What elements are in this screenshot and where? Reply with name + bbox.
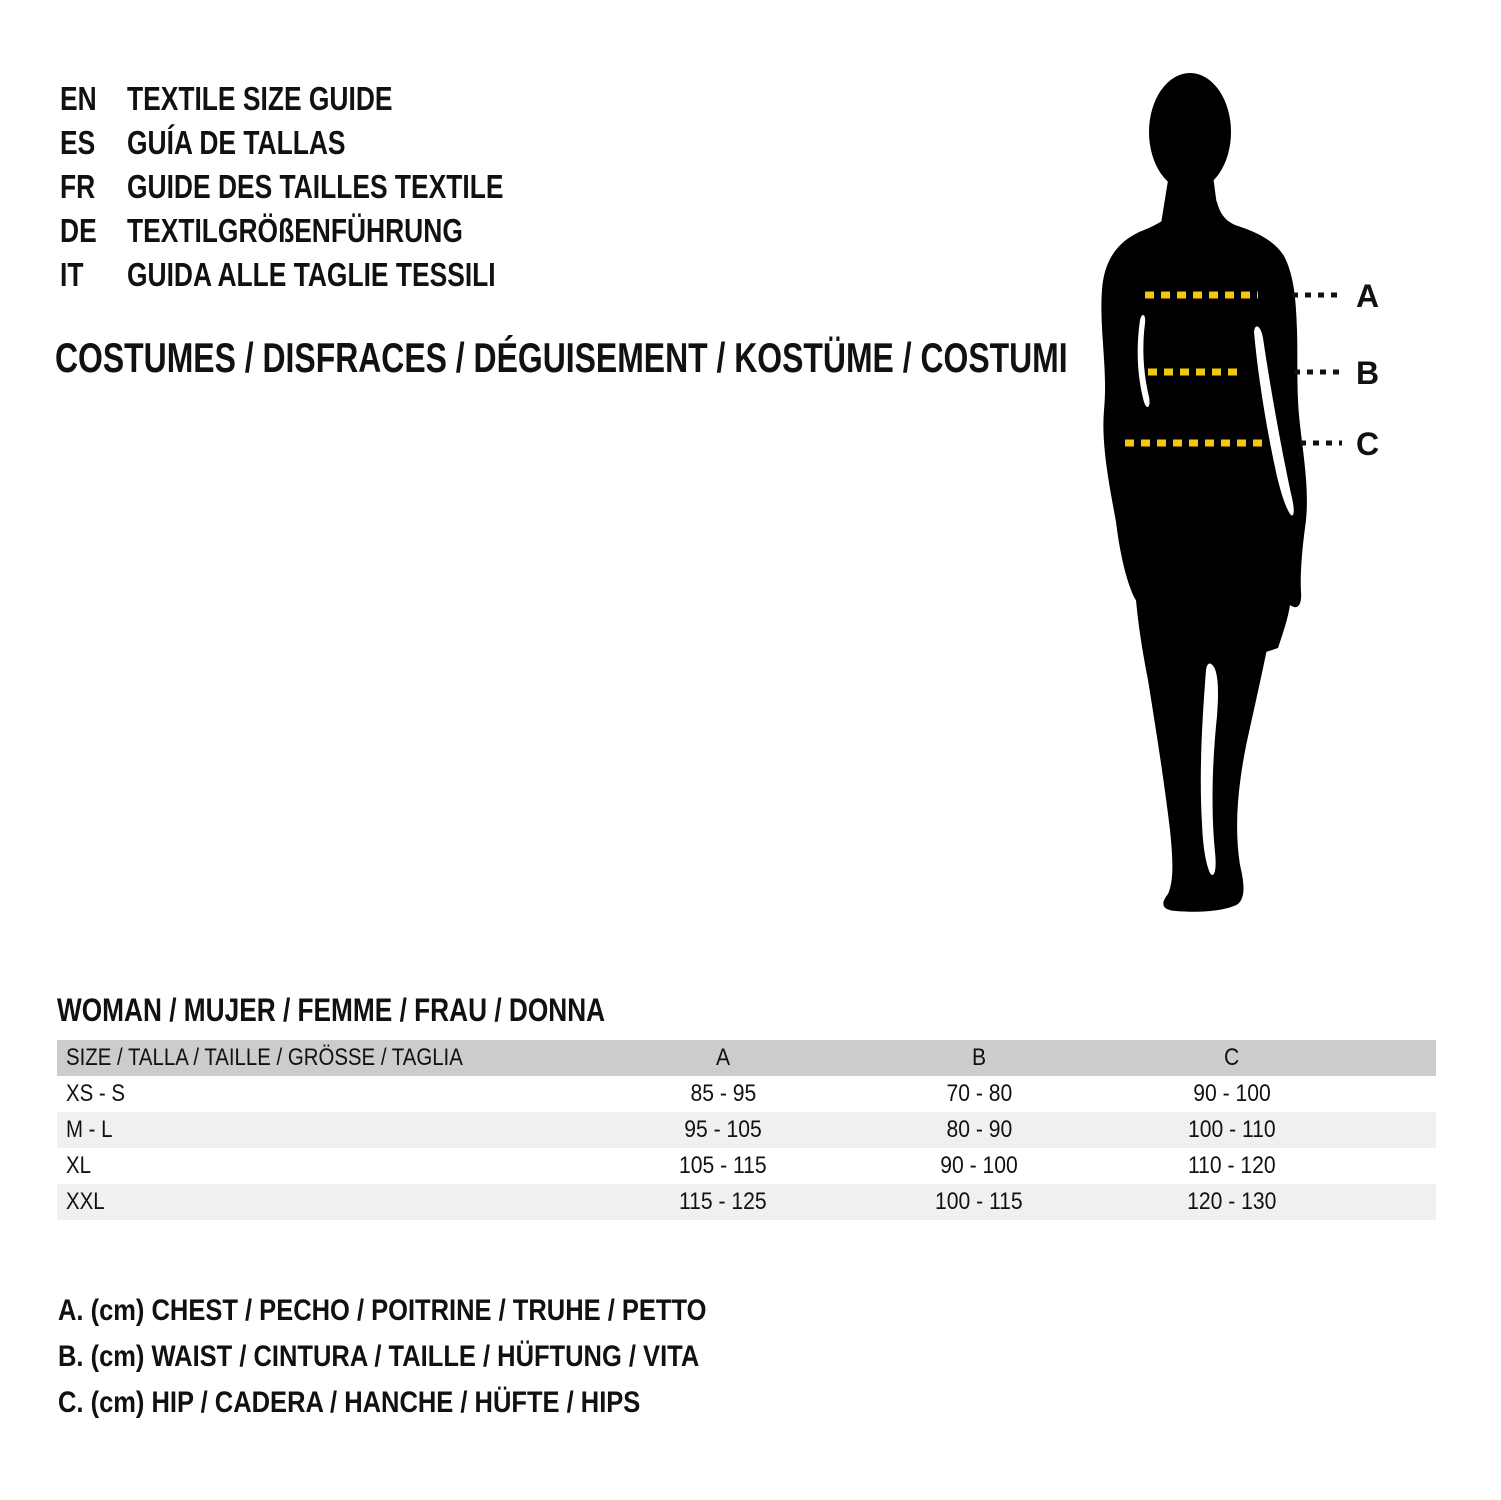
table-row: [57, 1148, 1436, 1184]
value-c-cell: 110 - 120: [1188, 1152, 1276, 1179]
size-cell: M - L: [66, 1116, 113, 1143]
lang-code: FR: [60, 168, 96, 205]
value-a-cell: 105 - 115: [679, 1152, 767, 1179]
category-heading: COSTUMES / DISFRACES / DÉGUISEMENT / KOSTÜME / COSTUMI: [55, 334, 1068, 381]
measure-label-hip: C: [1356, 426, 1380, 462]
lang-code: DE: [60, 212, 97, 249]
header-col-c: C: [1224, 1044, 1240, 1071]
table-row: [57, 1184, 1436, 1220]
legend-chest: A. (cm) CHEST / PECHO / POITRINE / TRUHE / PETTO: [58, 1294, 707, 1327]
table-row: [57, 1112, 1436, 1148]
value-b-cell: 70 - 80: [946, 1080, 1012, 1107]
language-title-list: [60, 77, 598, 297]
lang-code: EN: [60, 80, 97, 117]
value-b-cell: 100 - 115: [935, 1188, 1023, 1215]
table-title: WOMAN / MUJER / FEMME / FRAU / DONNA: [57, 992, 606, 1028]
size-guide-figure: [1060, 70, 1420, 920]
lang-row-fr: [60, 165, 598, 209]
lang-row-de: [60, 209, 598, 253]
value-a-cell: 115 - 125: [679, 1188, 767, 1215]
value-c-cell: 100 - 110: [1188, 1116, 1276, 1143]
size-cell: XXL: [66, 1188, 105, 1215]
value-c-cell: 120 - 130: [1187, 1188, 1277, 1215]
lang-label: GUIDE DES TAILLES TEXTILE: [127, 168, 504, 205]
measure-legend: [58, 1288, 821, 1426]
value-c-cell: 90 - 100: [1193, 1080, 1271, 1107]
measure-label-waist: B: [1356, 355, 1380, 391]
value-a-cell: 95 - 105: [684, 1116, 762, 1143]
size-cell: XL: [66, 1152, 91, 1179]
lang-label: TEXTILGRÖßENFÜHRUNG: [127, 212, 463, 249]
header-size-cell: SIZE / TALLA / TAILLE / GRÖSSE / TAGLIA: [66, 1044, 463, 1071]
header-col-b: B: [971, 1044, 987, 1071]
lang-code: IT: [60, 256, 84, 293]
value-b-cell: 90 - 100: [940, 1152, 1018, 1179]
lang-label: GUIDA ALLE TAGLIE TESSILI: [127, 256, 496, 293]
measure-label-chest: A: [1356, 278, 1380, 314]
header-col-a: A: [715, 1044, 731, 1071]
table-header-row: [57, 1040, 1436, 1076]
lang-label: TEXTILE SIZE GUIDE: [127, 80, 393, 117]
lang-row-en: [60, 77, 598, 121]
lang-row-es: [60, 121, 598, 165]
lang-code: ES: [60, 124, 96, 161]
legend-waist: B. (cm) WAIST / CINTURA / TAILLE / HÜFTUNG / VITA: [58, 1340, 700, 1373]
size-cell: XS - S: [66, 1080, 125, 1107]
legend-hip: C. (cm) HIP / CADERA / HANCHE / HÜFTE / HIPS: [58, 1386, 641, 1419]
table-row: [57, 1076, 1436, 1112]
value-b-cell: 80 - 90: [946, 1116, 1012, 1143]
lang-label: GUÍA DE TALLAS: [127, 124, 346, 161]
lang-row-it: [60, 253, 598, 297]
value-a-cell: 85 - 95: [690, 1080, 756, 1107]
size-table: [57, 1040, 1436, 1220]
woman-silhouette: [1101, 73, 1307, 912]
